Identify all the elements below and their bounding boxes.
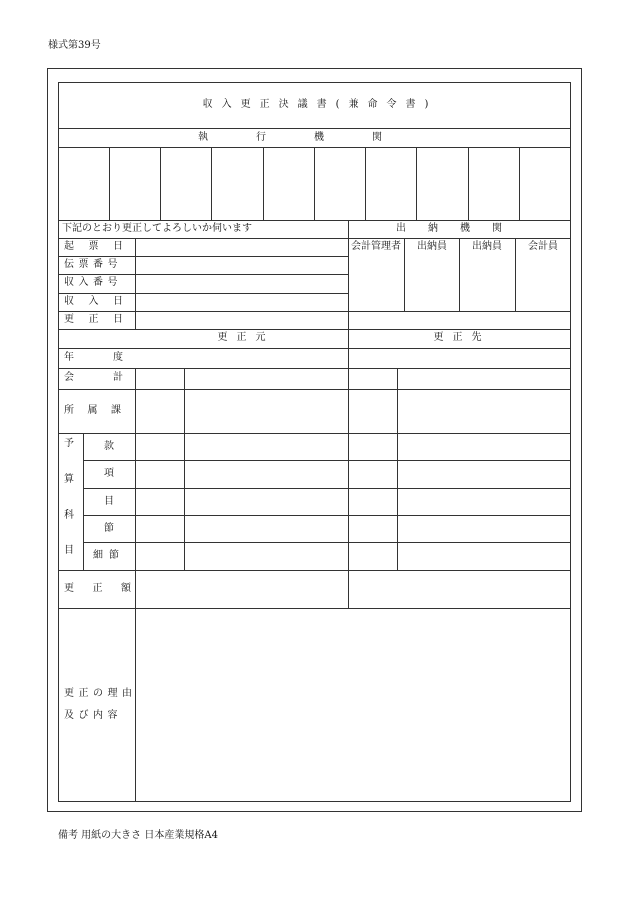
treasury-org-heading: 出納機関 — [396, 223, 524, 234]
row-divider — [83, 460, 571, 461]
col-divider — [519, 147, 520, 220]
executive-org-heading: 執行機関 — [198, 132, 430, 143]
col-divider — [184, 368, 185, 570]
budget-label-char-4: 目 — [64, 545, 74, 556]
col-divider — [314, 147, 315, 220]
col-divider — [468, 147, 469, 220]
col-divider — [515, 238, 516, 311]
slip-number-label: 伝票番号 — [64, 259, 122, 270]
after-heading: 更正先 — [433, 332, 491, 343]
row-divider — [58, 348, 571, 349]
row-divider — [83, 488, 571, 489]
col-divider — [135, 570, 136, 801]
col-divider — [416, 147, 417, 220]
revenue-date-label: 収入日 — [64, 296, 138, 307]
budget-item-moku: 目 — [104, 496, 114, 507]
treasury-col-3: 出納員 — [472, 241, 502, 252]
treasury-col-1: 会計管理者 — [351, 241, 401, 252]
col-divider — [211, 147, 212, 220]
row-divider — [83, 542, 571, 543]
account-label: 会計 — [64, 372, 162, 383]
col-divider — [109, 147, 110, 220]
request-text: 下記のとおり更正してよろしいか伺います — [62, 223, 252, 234]
col-divider — [397, 368, 398, 570]
reason-label-line1: 更正の理由 — [64, 688, 137, 699]
col-divider — [160, 147, 161, 220]
budget-label-char-3: 科 — [64, 510, 74, 521]
reason-label-line2: 及び内容 — [64, 710, 122, 721]
correction-date-label: 更正日 — [64, 314, 138, 325]
row-divider — [58, 220, 571, 221]
before-heading: 更正元 — [217, 332, 275, 343]
row-divider — [58, 256, 348, 257]
treasury-col-2: 出納員 — [417, 241, 447, 252]
col-divider — [459, 238, 460, 311]
budget-label-char-2: 算 — [64, 474, 74, 485]
revenue-number-label: 収入番号 — [64, 277, 122, 288]
col-divider — [135, 368, 136, 570]
row-divider — [58, 128, 571, 129]
col-divider — [83, 433, 84, 570]
footnote: 備考 用紙の大きさ 日本産業規格A4 — [58, 830, 218, 841]
correction-amount-label: 更正額 — [64, 583, 150, 594]
budget-item-kou: 項 — [104, 468, 114, 479]
budget-item-kan: 款 — [104, 441, 114, 452]
form-number: 様式第39号 — [48, 40, 101, 51]
col-divider — [404, 238, 405, 311]
treasury-col-4: 会計員 — [528, 241, 558, 252]
row-divider — [58, 293, 348, 294]
col-divider — [348, 220, 349, 608]
department-label: 所属課 — [64, 405, 135, 416]
row-divider — [58, 329, 571, 330]
budget-item-setsu: 節 — [104, 523, 114, 534]
col-divider — [263, 147, 264, 220]
budget-item-saisetsu: 細節 — [93, 550, 125, 561]
col-divider — [365, 147, 366, 220]
row-divider — [58, 274, 348, 275]
fiscal-year-label: 年度 — [64, 352, 162, 363]
row-divider — [83, 515, 571, 516]
origin-date-label: 起票日 — [64, 241, 138, 252]
form-title: 収入更正決議書(兼命令書) — [202, 99, 438, 110]
budget-label-char-1: 予 — [64, 438, 74, 449]
